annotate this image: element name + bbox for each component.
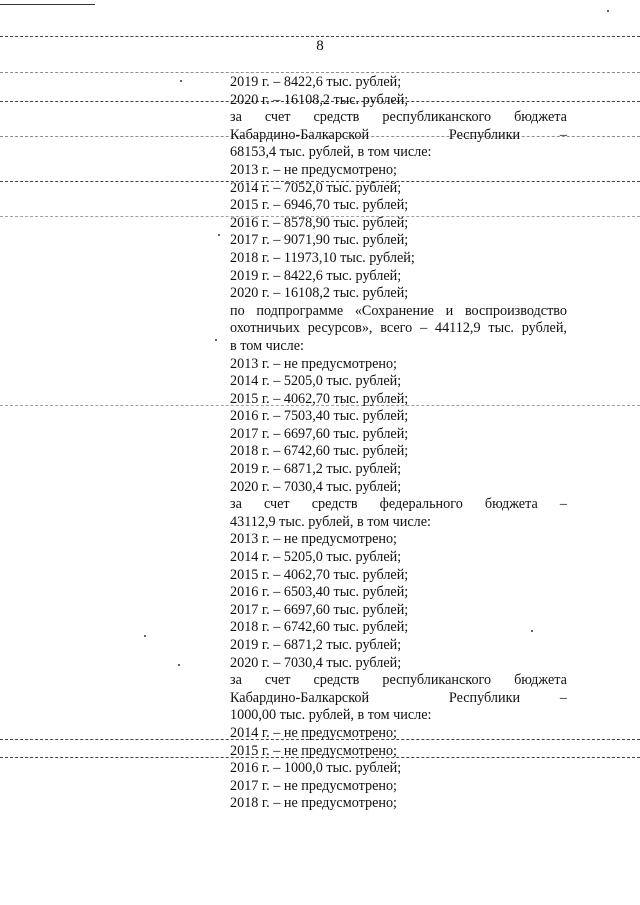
paragraph-federal-budget [230, 496, 567, 531]
word: за [230, 672, 242, 689]
scan-artifact [0, 4, 95, 5]
word: счет [264, 672, 291, 689]
paragraph-line: в том числе: [230, 337, 304, 354]
word: всего [380, 320, 413, 337]
list-item: 2020 г. – 7030,4 тыс. рублей; [230, 654, 402, 671]
word: средств [311, 496, 358, 513]
list-item: 2019 г. – 6871,2 тыс. рублей; [230, 637, 402, 653]
word: ресурсов», [307, 320, 373, 337]
list-item: 2016 г. – 6503,40 тыс. рублей; [230, 584, 409, 601]
page-number: 8 [316, 38, 324, 54]
list-item: 2019 г. – 8422,6 тыс. рублей; [230, 267, 402, 284]
list-item: 2018 г. – не предусмотрено; [230, 795, 397, 812]
word: «Сохранение [354, 302, 434, 319]
list-item: 2015 г. – 6946,70 тыс. рублей; [230, 197, 409, 214]
word: подпрограмме [256, 302, 344, 319]
list-item: 2014 г. – не предусмотрено; [230, 724, 397, 741]
list-item: 2016 г. – 7503,40 тыс. рублей; [230, 408, 409, 425]
scan-speck [215, 339, 217, 341]
list-item: 2015 г. – 4062,70 тыс. рублей; [230, 566, 409, 583]
word: федерального [379, 496, 463, 513]
word: – [559, 689, 567, 706]
paragraph-line [230, 690, 567, 708]
scan-speck [144, 635, 146, 637]
paragraph-line: 43112,9 тыс. рублей, в том числе: [230, 513, 431, 530]
list-item: 2015 г. – не предусмотрено; [230, 742, 397, 759]
paragraph-line [230, 303, 567, 321]
word: республиканского [382, 109, 492, 126]
list-item: 2014 г. – 7052,0 тыс. рублей; [230, 179, 402, 196]
word: Кабардино-Балкарской [230, 126, 370, 143]
list-item: 2013 г. – не предусмотрено; [230, 531, 397, 548]
word: – [559, 126, 567, 143]
word: республиканского [382, 672, 492, 689]
scan-artifact [0, 72, 640, 73]
scan-speck [180, 80, 182, 82]
scan-artifact [0, 36, 640, 37]
list-item: 2017 г. – не предусмотрено; [230, 777, 397, 794]
word: счет [264, 109, 291, 126]
paragraph-subprogram [230, 303, 567, 356]
list-item: 2016 г. – 8578,90 тыс. рублей; [230, 214, 409, 231]
word: рублей, [521, 320, 567, 337]
word: по [230, 302, 245, 319]
list-item: 2017 г. – 6697,60 тыс. рублей; [230, 425, 409, 442]
list-republic-budget [230, 162, 567, 303]
scan-speck [218, 234, 220, 236]
word: средств [313, 672, 360, 689]
word: воспроизводство [464, 302, 567, 319]
word: бюджета [514, 672, 567, 689]
list-item: 2013 г. – не предусмотрено; [230, 161, 397, 178]
paragraph-line [230, 496, 567, 514]
list-republic-budget-2 [230, 725, 567, 813]
paragraph-line: 1000,00 тыс. рублей, в том числе: [230, 707, 432, 724]
list-item: 2017 г. – 6697,60 тыс. рублей; [230, 601, 409, 618]
scan-speck [607, 10, 609, 12]
word: средств [313, 109, 360, 126]
list-item: 2020 г. – 7030,4 тыс. рублей; [230, 478, 402, 495]
word: охотничьих [230, 320, 300, 337]
word: и [445, 302, 454, 319]
list-item: 2014 г. – 5205,0 тыс. рублей; [230, 549, 402, 566]
word: счет [263, 496, 290, 513]
word: бюджета [514, 109, 567, 126]
list-item: 2019 г. – 6871,2 тыс. рублей; [230, 461, 402, 478]
list-item: 2016 г. – 1000,0 тыс. рублей; [230, 760, 402, 777]
text-line: 2019 г. – 8422,6 тыс. рублей; [230, 74, 402, 90]
word: Республики [448, 689, 521, 706]
word: за [230, 496, 242, 513]
word: за [230, 109, 242, 126]
paragraph-line: 68153,4 тыс. рублей, в том числе: [230, 144, 432, 161]
word: Кабардино-Балкарской [230, 689, 370, 706]
list-item: 2018 г. – 6742,60 тыс. рублей; [230, 443, 409, 460]
list-federal-budget [230, 531, 567, 672]
word: тыс. [488, 320, 514, 337]
document-body [230, 74, 567, 813]
paragraph-line [230, 320, 567, 338]
paragraph-line [230, 109, 567, 127]
word: Республики [448, 126, 521, 143]
list-item: 2014 г. – 5205,0 тыс. рублей; [230, 373, 402, 390]
list-item: 2017 г. – 9071,90 тыс. рублей; [230, 232, 409, 249]
word: бюджета [484, 496, 538, 513]
list-item: 2013 г. – не предусмотрено; [230, 355, 397, 372]
list-subprogram [230, 356, 567, 497]
word: 44112,9 [434, 320, 481, 337]
paragraph-republic-budget [230, 109, 567, 162]
list-item: 2020 г. – 16108,2 тыс. рублей; [230, 285, 409, 302]
word: – [420, 320, 428, 337]
text-line: 2020 г. – 16108,2 тыс. рублей; [230, 91, 409, 108]
paragraph-line [230, 672, 567, 690]
paragraph-republic-budget-2 [230, 672, 567, 725]
list-item: 2015 г. – 4062,70 тыс. рублей; [230, 390, 409, 407]
scan-speck [178, 664, 180, 666]
paragraph-line [230, 127, 567, 145]
word: – [559, 496, 567, 513]
list-item: 2018 г. – 11973,10 тыс. рублей; [230, 249, 415, 266]
list-item: 2018 г. – 6742,60 тыс. рублей; [230, 619, 409, 636]
